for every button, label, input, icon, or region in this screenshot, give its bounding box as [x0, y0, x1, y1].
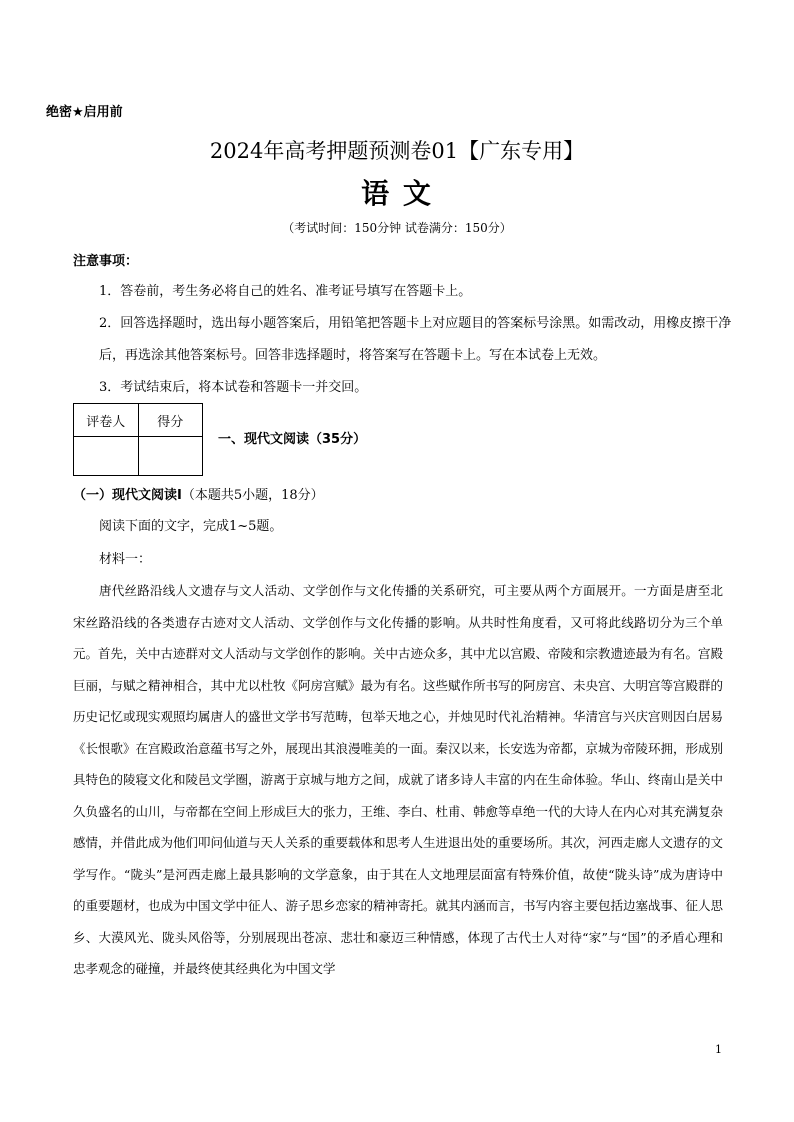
grader-blank-cell: [74, 437, 139, 476]
exam-info: （考试时间：150分钟 试卷满分：150分）: [282, 221, 512, 235]
notice-heading: 注意事项：: [73, 254, 139, 269]
score-blank-cell: [138, 437, 203, 476]
grader-table: [73, 403, 203, 476]
page-number: 1: [715, 1043, 722, 1056]
notice-item-2: 2．回答选择题时，选出每小题答案后，用铅笔把答题卡上对应题目的答案标号涂黑。如需改动，用橡皮擦干净后，再选涂其他答案标号。回答非选择题时，将答案写在答题卡上。写在本试卷上无效。: [99, 316, 732, 363]
notice-item-3: 3．考试结束后，将本试卷和答题卡一并交回。: [99, 380, 368, 395]
section-heading: 一、现代文阅读（35分）: [218, 432, 367, 447]
exam-title: 2024年高考押题预测卷01【广东专用】: [209, 139, 585, 163]
score-header-cell: 得分: [138, 404, 203, 437]
subsection-heading: [73, 484, 324, 503]
notice-item-1: 1．答卷前，考生务必将自己的姓名、准考证号填写在答题卡上。: [99, 284, 472, 299]
subsection-title: （一）现代文阅读Ⅰ: [73, 488, 182, 503]
confidential-label: 绝密★启用前: [46, 105, 123, 120]
subsection-note: （本题共5小题，18分）: [181, 488, 324, 503]
subject-title: 语 文: [361, 177, 433, 210]
material-label: 材料一：: [99, 552, 152, 567]
reading-instruction: 阅读下面的文字，完成1~5题。: [99, 519, 283, 534]
passage-text: 唐代丝路沿线人文遗存与文人活动、文学创作与文化传播的关系研究，可主要从两个方面展开。一方面是唐至北宋丝路沿线的各类遗存古迹对文人活动、文学创作与文化传播的影响。从共时性角度看，又可将此线路切分为三个单元。首先，关中古迹群对文人活动与文学创作的影响。关中古迹众多，其中尤以宫殿、帝陵和宗教遗迹最为有名。宫殿巨丽，与赋之精神相合，其中尤以杜牧《阿房宫赋》最为有名。这些赋作所书写的阿房宫、未央宫、大明宫等宫殿群的历史记忆或现实观照均属唐人的盛世文学书写范畴，包举天地之心，并烛见时代礼治精神。华清宫与兴庆宫则因白居易《长恨歌》在宫殿政治意蕴书写之外，展现出其浪漫唯美的一面。秦汉以来，长安选为帝都，京城为帝陵环拥，形成别具特色的陵寝文化和陵邑文学圈，游离于京城与地方之间，成就了诸多诗人丰富的内在生命体验。华山、终南山是关中久负盛名的山川，与帝都在空间上形成巨大的张力，王维、李白、杜甫、韩愈等卓绝一代的大诗人在内心对其充满复杂感情，并借此成为他们叩问仙道与天人关系的重要载体和思考人生进退出处的重要场所。其次，河西走廊人文遗存的文学写作。“陇头”是河西走廊上最具影响的文学意象，由于其在人文地理层面富有特殊价值，故使“陇头诗”成为唐诗中的重要题材，也成为中国文学中征人、游子思乡恋家的精神寄托。就其内涵而言，书写内容主要包括边塞战事、征人思乡、大漠风光、陇头风俗等，分别展现出苍凉、悲壮和豪迈三种情感，体现了古代士人对待“家”与“国”的矛盾心理和忠孝观念的碰撞，并最终使其经典化为中国文学: [73, 583, 724, 976]
grader-header-cell: 评卷人: [74, 404, 139, 437]
